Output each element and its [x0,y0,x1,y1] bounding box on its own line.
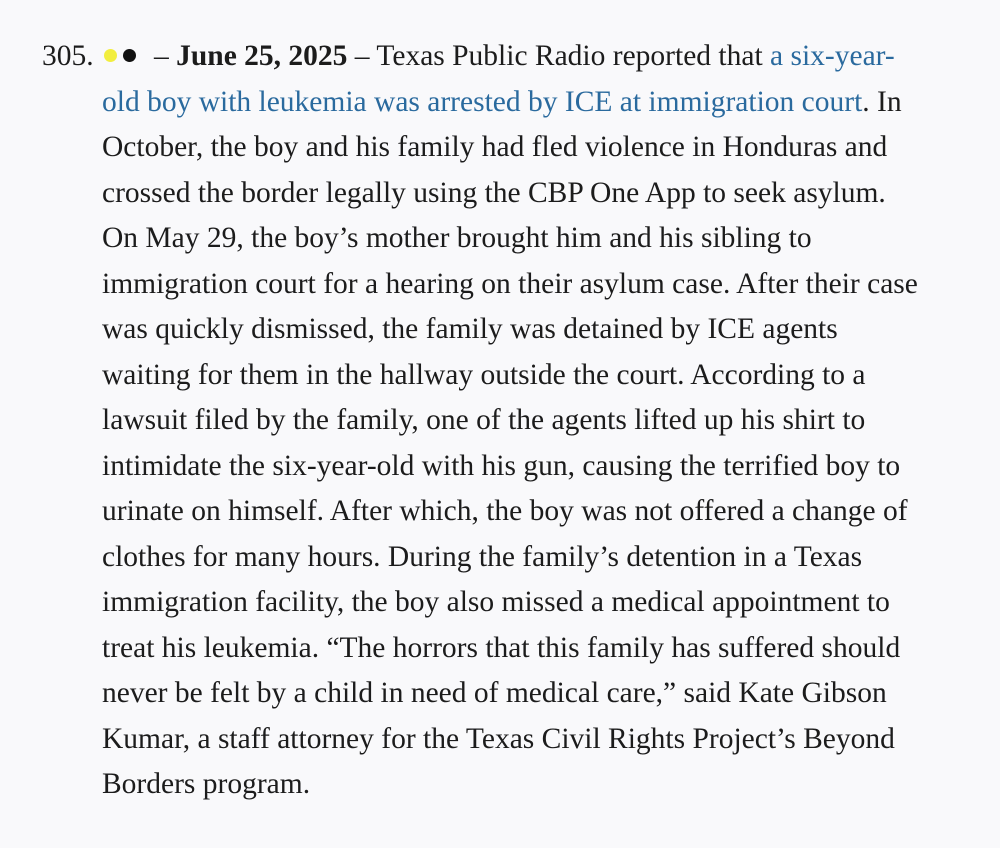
entry-text [102,34,922,808]
black-dot-icon [123,49,136,62]
entry-body: . In October, the boy and his family had fled violence in Honduras and crossed the border legally using the CBP One App to seek asylum. On May 29, the boy’s mother brought him and his sibling to immigration court for a hearing on their asylum case. After their case was quickly dismissed, the family was detained by ICE agents waiting for them in the hallway outside the court. According to a lawsuit filed by the family, one of the agents lifted up his shirt to intimidate the six-year-old with his gun, causing the terrified boy to urinate on himself. After which, the boy was not offered a change of clothes for many hours. During the family’s detention in a Texas immigration facility, the boy also missed a medical appointment to treat his leukemia. “The horrors that this family has suffered should never be felt by a child in need of medical care,” said Kate Gibson Kumar, a staff attorney for the Texas Civil Rights Project’s Beyond Borders program. [102,85,918,800]
source-link[interactable]: a six-year-old boy with leukemia was arrested by ICE at immigration court [102,40,895,118]
entry-number: 305. [42,40,94,72]
yellow-dot-icon [104,49,117,62]
entry-date: June 25, 2025 [176,40,348,72]
dash-before: – [154,40,169,72]
dash-after: – [354,40,370,72]
entry-intro: Texas Public Radio reported that [376,40,763,72]
timeline-entry [42,34,942,808]
entry-markers [104,34,142,80]
